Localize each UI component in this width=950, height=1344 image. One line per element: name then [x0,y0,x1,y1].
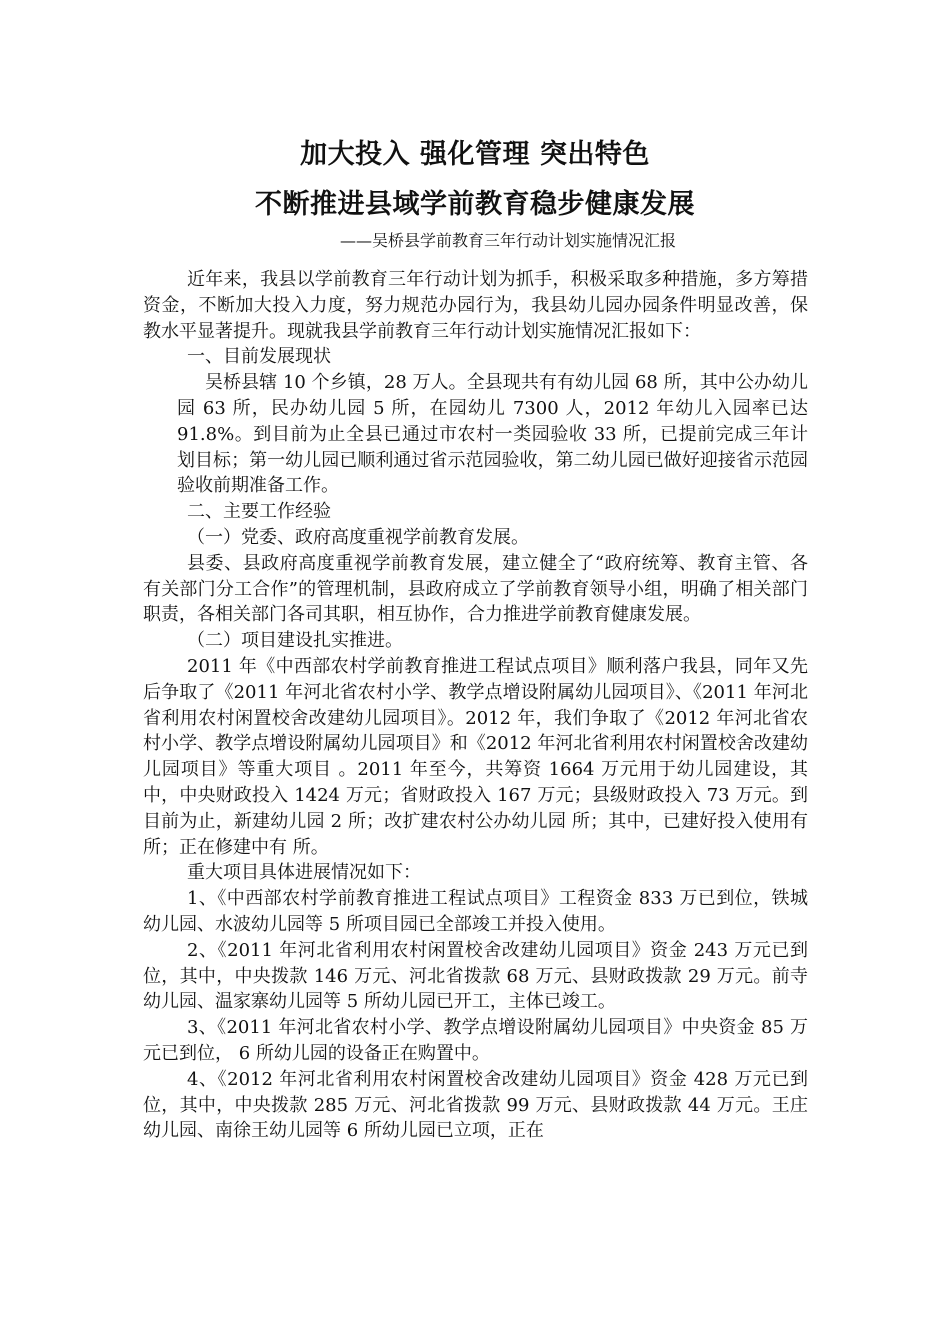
subsection1-body: 县委、县政府高度重视学前教育发展，建立健全了“政府统筹、教育主管、各有关部门分工合作”的管理机制，县政府成立了学前教育领导小组，明确了相关部门职责，各相关部门各司其职，相互协作，合力推进学前教育健康发展。 [143,552,808,626]
document-subtitle: ——吴桥县学前教育三年行动计划实施情况汇报 [340,231,677,250]
project-item-3: 3、《2011 年河北省农村小学、教学点增设附属幼儿园项目》中央资金 85 万元已到位， 6 所幼儿园的设备正在购置中。 [143,1017,808,1064]
intro-paragraph: 近年来，我县以学前教育三年行动计划为抓手，积极采取多种措施，多方筹措资金，不断加大投入力度，努力规范办园行为，我县幼儿园办园条件明显改善，保教水平显著提升。现就我县学前教育三年行动计划实施情况汇报如下： [143,269,808,342]
document-body [143,267,808,1144]
section1-body: 吴桥县辖 10 个乡镇，28 万人。全县现共有有幼儿园 68 所，其中公办幼儿园 63 所，民办幼儿园 5 所，在园幼儿 7300 人，2012 年幼儿入园率已达 91.8%。到目前为止全县已通过市农村一类园验收 33 所，已提前完成三年计划目标；第一幼儿园已顺利通过省示范园验收，第二幼儿园已做好迎接省示范园验收前期准备工作。 [177,372,808,497]
section2-heading: 二、主要工作经验 [187,501,331,523]
project-item-4: 4、《2012 年河北省利用农村闲置校舍改建幼儿园项目》资金 428 万元已到位，其中，中央拨款 285 万元、河北省拨款 99 万元、县财政拨款 44 万元。王庄幼儿园、南徐王幼儿园等 6 所幼儿园已立项，正在 [143,1068,808,1142]
document-title-line2: 不断推进县域学前教育稳步健康发展 [255,189,695,220]
document-title-line1: 加大投入 强化管理 突出特色 [300,139,650,170]
subsection2-heading: （二）项目建设扎实推进。 [187,630,403,652]
section1-heading: 一、目前发展现状 [187,346,331,368]
projects-heading: 重大项目具体进展情况如下： [187,862,421,884]
subsection1-heading: （一）党委、政府高度重视学前教育发展。 [187,526,529,548]
project-item-1: 1、《中西部农村学前教育推进工程试点项目》工程资金 833 万已到位，铁城幼儿园、水波幼儿园等 5 所项目园已全部竣工并投入使用。 [143,888,808,935]
project-item-2: 2、《2011 年河北省利用农村闲置校舍改建幼儿园项目》资金 243 万元已到位，其中，中央拨款 146 万元、河北省拨款 68 万元、县财政拨款 29 万元。前寺幼儿园、温家寨幼儿园等 5 所幼儿园已开工，主体已竣工。 [143,939,808,1013]
subsection2-body: 2011 年《中西部农村学前教育推进工程试点项目》顺利落户我县，同年又先后争取了《2011 年河北省农村小学、教学点增设附属幼儿园项目》、《2011 年河北省利用农村闲置校舍改建幼儿园项目》。2012 年，我们争取了《2012 年河北省农村小学、教学点增设附属幼儿园项目》和《2012 年河北省利用农村闲置校舍改建幼儿园项目》等重大项目 。2011 年至今，共筹资 1664 万元用于幼儿园建设，其中，中央财政投入 1424 万元；省财政投入 167 万元；县级财政投入 73 万元。到目前为止，新建幼儿园 2 所；改扩建农村公办幼儿园 所；其中，已建好投入使用有 所；正在修建中有 所。 [143,655,808,858]
section1-body-block [143,370,808,499]
